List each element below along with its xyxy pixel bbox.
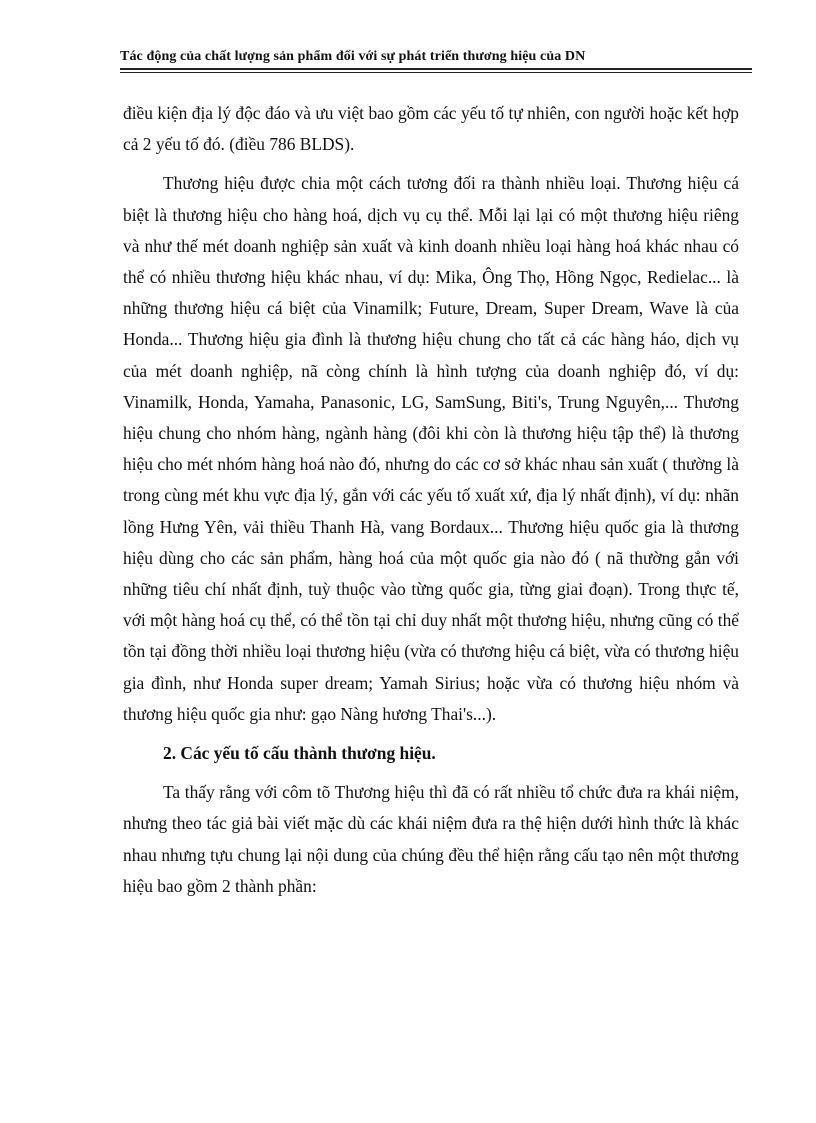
header-rule-thin — [120, 72, 752, 73]
paragraph-brand-components: Ta thấy rằng với côm tõ Thương hiệu thì đã có rất nhiều tổ chức đưa ra khái niệm, nhưng theo tác giả bài viết mặc dù các khái niệm đưa ra thệ hiện dưới hình thức là khác nhau nhưng tựu chung lại nội dung của chúng đều thể hiện rằng cấu tạo nên một thương hiệu bao gồm 2 thành phần: — [123, 782, 739, 896]
section-number: 2. — [163, 743, 177, 764]
header-rule — [120, 68, 752, 70]
paragraph-continuation: điều kiện địa lý độc đáo và ưu việt bao gồm các yếu tố tự nhiên, con người hoặc kết hợp cả 2 yếu tố đó. (điều 786 BLDS). — [123, 103, 739, 155]
document-body — [123, 98, 739, 902]
section-heading — [123, 738, 739, 769]
page-header — [120, 48, 752, 73]
header-title: Tác động của chất lượng sản phẩm đối với sự phát triển thương hiệu của DN — [120, 49, 586, 64]
paragraph-brand-types: Thương hiệu được chia một cách tương đối ra thành nhiều loại. Thương hiệu cá biệt là thương hiệu cho hàng hoá, dịch vụ cụ thể. Mỗi lại lại có một thương hiệu riêng và như thế mét doanh nghiệp sản xuất và kinh doanh nhiều loại hàng hoá khác nhau có thể có nhiều thương hiệu khác nhau, ví dụ: Mika, Ông Thọ, Hồng Ngọc, Redielac... là những thương hiệu cá biệt của Vinamilk; Future, Dream, Super Dream, Wave là của Honda... Thương hiệu gia đình là thương hiệu chung cho tất cả các hàng háo, dịch vụ của mét doanh nghiệp, nã còng chính là hình tượng của doanh nghiệp đó, ví dụ: Vinamilk, Honda, Yamaha, Panasonic, LG, SamSung, Biti's, Trung Nguyên,... Thương hiệu chung cho nhóm hàng, ngành hàng (đôi khi còn là thương hiệu tập thể) là thương hiệu cho mét nhóm hàng hoá nào đó, nhưng do các cơ sở khác nhau sản xuất ( thường là trong cùng mét khu vực địa lý, gắn với các yếu tố xuất xứ, địa lý nhất định), ví dụ: nhãn lồng Hưng Yên, vải thiều Thanh Hà, vang Bordaux... Thương hiệu quốc gia là thương hiệu dùng cho các sản phẩm, hàng hoá của một quốc gia nào đó ( nã thường gắn với những tiêu chí nhất định, tuỳ thuộc vào từng quốc gia, từng giai đoạn). Trong thực tế, với một hàng hoá cụ thể, có thể tồn tại chỉ duy nhất một thương hiệu, nhưng cũng có thể tồn tại đồng thời nhiều loại thương hiệu (vừa có thương hiệu cá biệt, vừa có thương hiệu gia đình, như Honda super dream; Yamah Sirius; hoặc vừa có thương hiệu nhóm và thương hiệu quốc gia như: gạo Nàng hương Thai's...). — [123, 173, 739, 724]
section-heading-text: Các yếu tố cấu thành thương hiệu. — [180, 743, 436, 764]
